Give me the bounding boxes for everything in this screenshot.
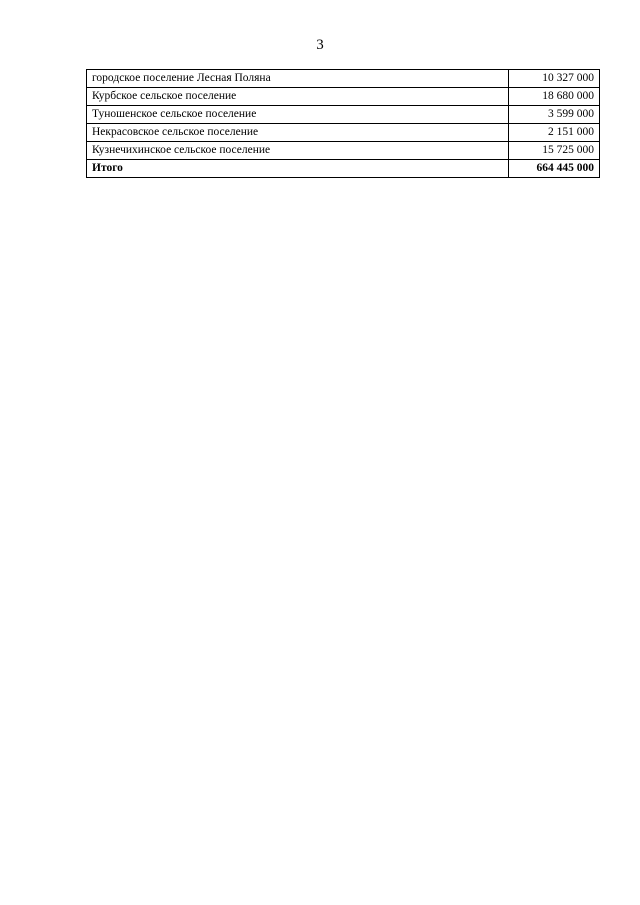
allocation-amount: 2 151 000	[509, 124, 600, 142]
page-number: 3	[316, 37, 324, 53]
table-row	[87, 142, 600, 160]
allocation-amount: 18 680 000	[509, 88, 600, 106]
allocation-amount: 15 725 000	[509, 142, 600, 160]
allocation-amount: 3 599 000	[509, 106, 600, 124]
table-row	[87, 106, 600, 124]
settlement-name: Туношенское сельское поселение	[87, 106, 509, 124]
allocation-amount: 10 327 000	[509, 70, 600, 88]
settlement-name: Кузнечихинское сельское поселение	[87, 142, 509, 160]
settlement-name: Курбское сельское поселение	[87, 88, 509, 106]
total-label: Итого	[87, 160, 509, 178]
settlement-name: городское поселение Лесная Поляна	[87, 70, 509, 88]
table-row	[87, 124, 600, 142]
budget-allocation-table	[86, 69, 600, 178]
table-row	[87, 88, 600, 106]
settlement-name: Некрасовское сельское поселение	[87, 124, 509, 142]
total-row	[87, 160, 600, 178]
table-row	[87, 70, 600, 88]
total-amount: 664 445 000	[509, 160, 600, 178]
